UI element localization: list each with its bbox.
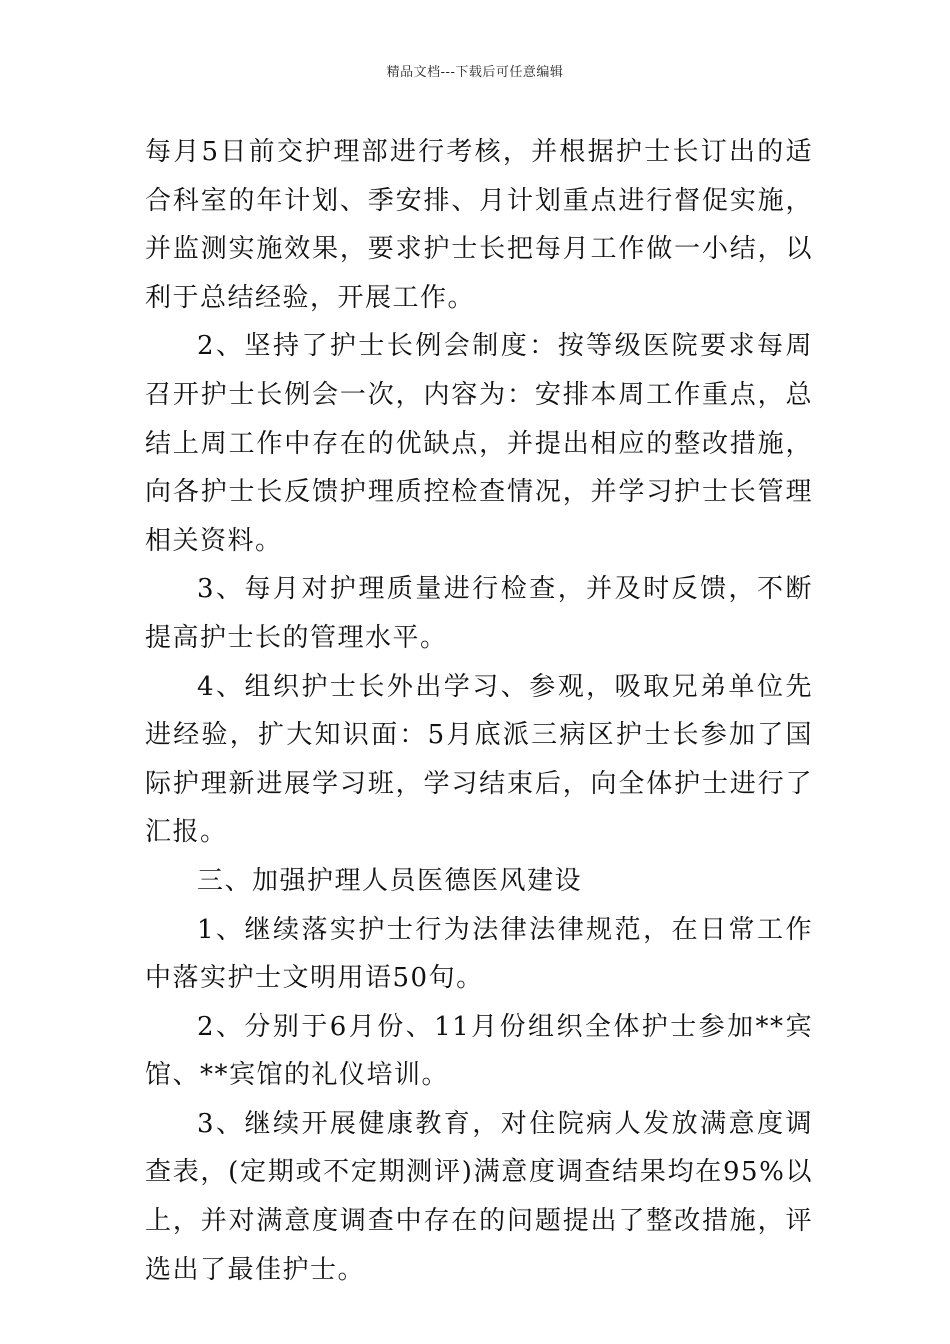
paragraph: 每月5日前交护理部进行考核，并根据护士长订出的适合科室的年计划、季安排、月计划重点进行督促实施，并监测实施效果，要求护士长把每月工作做一小结，以利于总结经验，开展工作。 (145, 137, 813, 313)
paragraph: 3、继续开展健康教育，对住院病人发放满意度调查表，(定期或不定期测评)满意度调查结果均在95%以上，并对满意度调查中存在的问题提出了整改措施，评选出了最佳护士。 (145, 1108, 813, 1285)
page-header: 精品文档---下载后可任意编辑 (386, 65, 564, 80)
paragraph: 4、组织护士长外出学习、参观，吸取兄弟单位先进经验，扩大知识面：5月底派三病区护士长参加了国际护理新进展学习班，学习结束后，向全体护士进行了汇报。 (145, 671, 813, 848)
paragraph: 3、每月对护理质量进行检查，并及时反馈，不断提高护士长的管理水平。 (145, 574, 813, 653)
paragraph: 2、坚持了护士长例会制度：按等级医院要求每周召开护士长例会一次，内容为：安排本周工作重点，总结上周工作中存在的优缺点，并提出相应的整改措施，向各护士长反馈护理质控检查情况，并学习护士长管理相关资料。 (145, 331, 813, 556)
section-heading: 三、加强护理人员医德医风建设 (197, 865, 583, 896)
paragraph: 2、分别于6月份、11月份组织全体护士参加**宾馆、**宾馆的礼仪培训。 (145, 1011, 813, 1091)
paragraph: 1、继续落实护士行为法律法律规范，在日常工作中落实护士文明用语50句。 (145, 914, 813, 994)
document-body (145, 128, 813, 1294)
